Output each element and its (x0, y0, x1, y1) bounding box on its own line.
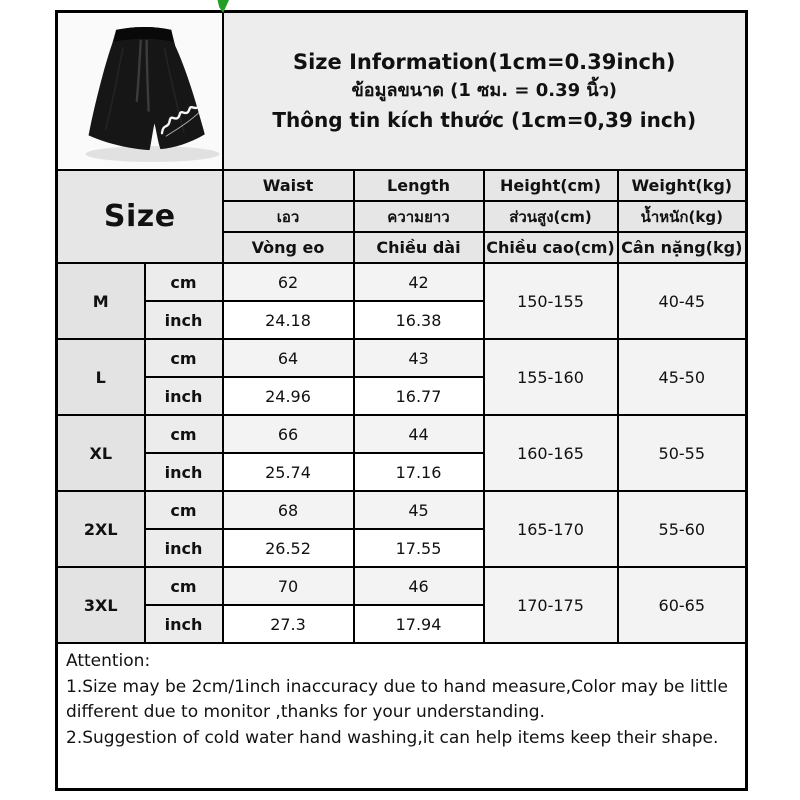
unit-label-cm: cm (145, 415, 223, 453)
waist-inch-value: 27.3 (223, 605, 354, 643)
length-inch-value: 17.94 (354, 605, 484, 643)
title-cell (223, 12, 747, 171)
size-table (55, 10, 748, 791)
title-vietnamese: Thông tin kích thước (1cm=0,39 inch) (272, 108, 697, 133)
height-range-value: 160-165 (484, 415, 618, 491)
size-rows-body (57, 263, 747, 643)
size-label: M (57, 263, 145, 339)
waist-inch-value: 24.96 (223, 377, 354, 415)
waist-inch-value: 24.18 (223, 301, 354, 339)
title-english: Size Information(1cm=0.39inch) (292, 49, 676, 74)
length-cm-value: 46 (354, 567, 484, 605)
length-cm-value: 43 (354, 339, 484, 377)
length-cm-value: 44 (354, 415, 484, 453)
size-label: XL (57, 415, 145, 491)
col-header-height-vi: Chiều cao(cm) (484, 232, 618, 263)
unit-label-inch: inch (145, 605, 223, 643)
size-label: 3XL (57, 567, 145, 643)
size-label: L (57, 339, 145, 415)
col-header-waist-en: Waist (223, 170, 354, 201)
unit-label-inch: inch (145, 377, 223, 415)
col-header-height-th: ส่วนสูง(cm) (484, 201, 618, 232)
unit-label-inch: inch (145, 529, 223, 567)
weight-range-value: 40-45 (618, 263, 747, 339)
height-range-value: 155-160 (484, 339, 618, 415)
waist-inch-value: 26.52 (223, 529, 354, 567)
weight-range-value: 55-60 (618, 491, 747, 567)
col-header-length-en: Length (354, 170, 484, 201)
size-row-cm (57, 339, 747, 377)
attention-line-2: 2.Suggestion of cold water hand washing,it can help items keep their shape. (66, 727, 719, 748)
product-photo-cell (57, 12, 223, 171)
length-inch-value: 16.77 (354, 377, 484, 415)
attention-note (57, 643, 747, 789)
unit-label-cm: cm (145, 567, 223, 605)
size-row-cm (57, 567, 747, 605)
col-header-length-th: ความยาว (354, 201, 484, 232)
col-header-weight-vi: Cân nặng(kg) (618, 232, 747, 263)
height-range-value: 150-155 (484, 263, 618, 339)
title-thai: ข้อมูลขนาด (1 ซม. = 0.39 นิ้ว) (351, 80, 618, 102)
length-cm-value: 42 (354, 263, 484, 301)
col-header-weight-en: Weight(kg) (618, 170, 747, 201)
weight-range-value: 50-55 (618, 415, 747, 491)
attention-line-1: 1.Size may be 2cm/1inch inaccuracy due to hand measure,Color may be little different due to monitor ,thanks for your understanding. (66, 676, 728, 722)
unit-label-cm: cm (145, 263, 223, 301)
col-header-waist-vi: Vòng eo (223, 232, 354, 263)
height-range-value: 165-170 (484, 491, 618, 567)
waist-cm-value: 64 (223, 339, 354, 377)
size-row-cm (57, 491, 747, 529)
size-column-header: Size (57, 170, 223, 263)
length-inch-value: 17.16 (354, 453, 484, 491)
col-header-weight-th: น้ำหนัก(kg) (618, 201, 747, 232)
waist-cm-value: 70 (223, 567, 354, 605)
size-label: 2XL (57, 491, 145, 567)
height-range-value: 170-175 (484, 567, 618, 643)
weight-range-value: 60-65 (618, 567, 747, 643)
unit-label-inch: inch (145, 453, 223, 491)
unit-label-inch: inch (145, 301, 223, 339)
length-cm-value: 45 (354, 491, 484, 529)
waist-cm-value: 66 (223, 415, 354, 453)
attention-heading: Attention: (66, 651, 151, 671)
weight-range-value: 45-50 (618, 339, 747, 415)
waist-cm-value: 68 (223, 491, 354, 529)
size-row-cm (57, 415, 747, 453)
col-header-waist-th: เอว (223, 201, 354, 232)
unit-label-cm: cm (145, 339, 223, 377)
col-header-length-vi: Chiều dài (354, 232, 484, 263)
length-inch-value: 16.38 (354, 301, 484, 339)
shorts-product-photo (58, 13, 222, 169)
unit-label-cm: cm (145, 491, 223, 529)
col-header-height-en: Height(cm) (484, 170, 618, 201)
size-row-cm (57, 263, 747, 301)
length-inch-value: 17.55 (354, 529, 484, 567)
waist-cm-value: 62 (223, 263, 354, 301)
waist-inch-value: 25.74 (223, 453, 354, 491)
